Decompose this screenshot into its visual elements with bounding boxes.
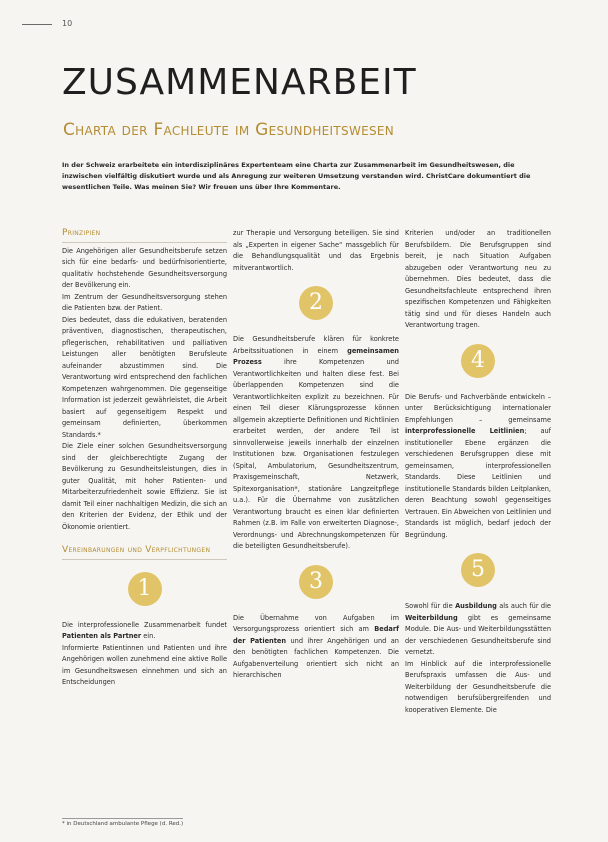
paragraph: Im Zentrum der Gesundheitsversorgung stehen die Patienten bzw. der Patient. xyxy=(62,292,227,312)
number-badge-2: 2 xyxy=(299,286,333,320)
paragraph: Kriterien und/oder an traditionellen Berufsbildern. Die Berufsgruppen sind bereit, je nach Situation Aufgaben abzugeben oder Verantwortung neu zu übernehmen. Dies bedeutet, dass die Gesundheitsfachleute entsprechend ihren spezifischen Kompetenzen und Fähigkeiten tätig sind und für dieses Handeln auch Verantwortung tragen. xyxy=(405,229,551,329)
column-2 xyxy=(233,228,399,682)
section-heading-prinzipien: Prinzipien xyxy=(62,228,227,243)
paragraph: Dies bedeutet, dass die edukativen, beratenden präventiven, diagnostischen, therapeutischen, pflegerischen, rehabilitativen und palliativen Leistungen aller benötigten Berufsleute aufeinander abzustimmen sind. Die Verantwortung wird entsprechend den fachlichen Kompetenzen wahrgenommen. Die gegenseitige Information ist jederzeit gewährleistet, die Arbeit basiert auf gegenseitigem Respekt und gemeinsam definierten, überkommen Standards.* xyxy=(62,315,227,439)
page-subtitle: Charta der Fachleute im Gesundheitswesen xyxy=(63,120,395,140)
number-badge-5: 5 xyxy=(461,553,495,587)
page-title: ZUSAMMENARBEIT xyxy=(62,62,417,103)
footnote: * in Deutschland ambulante Pflege (d. Red.) xyxy=(62,818,183,827)
page-number: 10 xyxy=(62,19,73,28)
paragraph: Im Hinblick auf die interprofessionelle Berufspraxis umfassen die Aus- und Weiterbildung der Gesundheitsberufe die notwendigen berufsübergreifenden und kooperativen Elemente. Die xyxy=(405,659,551,714)
item-2-text: Die Gesundheitsberufe klären für konkrete Arbeitssituationen in einem gemeinsamen Prozess ihre Kompetenzen und Verantwortlichkeiten und halten diese fest. Bei überlappenden Kompetenzen sind die Verantwortlichkeiten explizit zu bezeichnen. Für einen Teil dieser Klärungsprozesse können allgemein akzeptierte Definitionen und Richtlinien erarbeitet werden, der andere Teil ist sinnvollerweise jeweils innerhalb der einzelnen Institutionen bzw. Organisationen festzulegen (Spital, Ambulatorium, Gesundheitszentrum, Praxisgemeinschaft, Netzwerk, Spitexorganisation*, stationäre Langzeitpflege u.a.). Für die Übernahme von zusätzlichen Verantwortung braucht es einen klar definierten Rahmen (z.B. im Falle von erweiterten Diagnose-, Verordnungs- und Abrechnungskompetenzen für die beteiligten Gesundheitsberufe). xyxy=(233,335,399,550)
item-5-text: Sowohl für die Ausbildung als auch für die Weiterbildung gibt es gemeinsame Module. Die Aus- und Weiterbildungsstätten der verschiedenen Gesundheitsberufe sind vernetzt. xyxy=(405,602,551,656)
paragraph: Die Angehörigen aller Gesundheitsberufe setzen sich für eine bedarfs- und bedürfnisorientierte, qualitativ hochstehende Gesundheitsversorgung der Bevölkerung ein. xyxy=(62,246,227,289)
item-3-text: Die Übernahme von Aufgaben im Versorgungsprozess orientiert sich am Bedarf der Patienten und ihrer Angehörigen und an den benötigten fachlichen Kompetenzen. Die Aufgabenverteilung orientiert sich nicht an hierarchischen xyxy=(233,613,399,679)
paragraph: Die Ziele einer solchen Gesundheitsversorgung sind der gleichberechtigte Zugang der Bevölkerung zu Gesundheitsleistungen, dies in guter Qualität, mit hoher Patienten- und Mitarbeiterzufriedenheit sowie Effizienz. Sie ist damit Teil einer nachhaltigen Medizin, die sich an den Kriterien der Evidenz, der Ethik und der Ökonomie orientiert. xyxy=(62,442,227,531)
paragraph: Informierte Patientinnen und Patienten und ihre Angehörigen wollen zunehmend eine aktive Rolle im Gesundheitswesen einnehmen und sich an Entscheidungen xyxy=(62,643,227,686)
section-heading-verpflichtungen: Vereinbarungen und Verpflichtungen xyxy=(62,545,227,560)
column-1 xyxy=(62,228,227,689)
item-1-text: Die interprofessionelle Zusammenarbeit fundet Patienten als Partner ein. xyxy=(62,620,227,640)
number-badge-4: 4 xyxy=(461,344,495,378)
item-4-text: Die Berufs- und Fachverbände entwickeln – unter Berücksichtigung internationaler Empfehlungen – gemeinsame interprofessionelle Leitlinien; auf institutioneller Ebene ergänzen die verschiedenen Berufsgruppen diese mit gemeinsamen, interprofessionellen Standards. Diese Leitlinien und institutionelle Standards bilden Leitplanken, deren Beachtung sowohl gegenseitiges Vertrauen. Ein Abweichen von Leitlinien und Standards ist möglich, bedarf jedoch der Begründung. xyxy=(405,392,552,539)
number-badge-1: 1 xyxy=(128,572,162,606)
header-rule xyxy=(22,24,52,25)
intro-paragraph: In der Schweiz erarbeitete ein interdisziplinäres Expertenteam eine Charta zur Zusammenarbeit im Gesundheitswesen, die inzwischen vielfältig diskutiert wurde und als Anregung zur weiteren Umsetzung verstanden wird. ChristCare dokumentiert die wesentlichen Teile. Was meinen Sie? Wir freuen uns über Ihre Kommentare. xyxy=(62,161,531,191)
column-3 xyxy=(405,228,551,716)
number-badge-3: 3 xyxy=(299,565,333,599)
paragraph: zur Therapie und Versorgung beteiligen. Sie sind als „Experten in eigener Sache“ massgeblich für die Behandlungsqualität und das Ergebnis mitverantwortlich. xyxy=(233,229,399,272)
